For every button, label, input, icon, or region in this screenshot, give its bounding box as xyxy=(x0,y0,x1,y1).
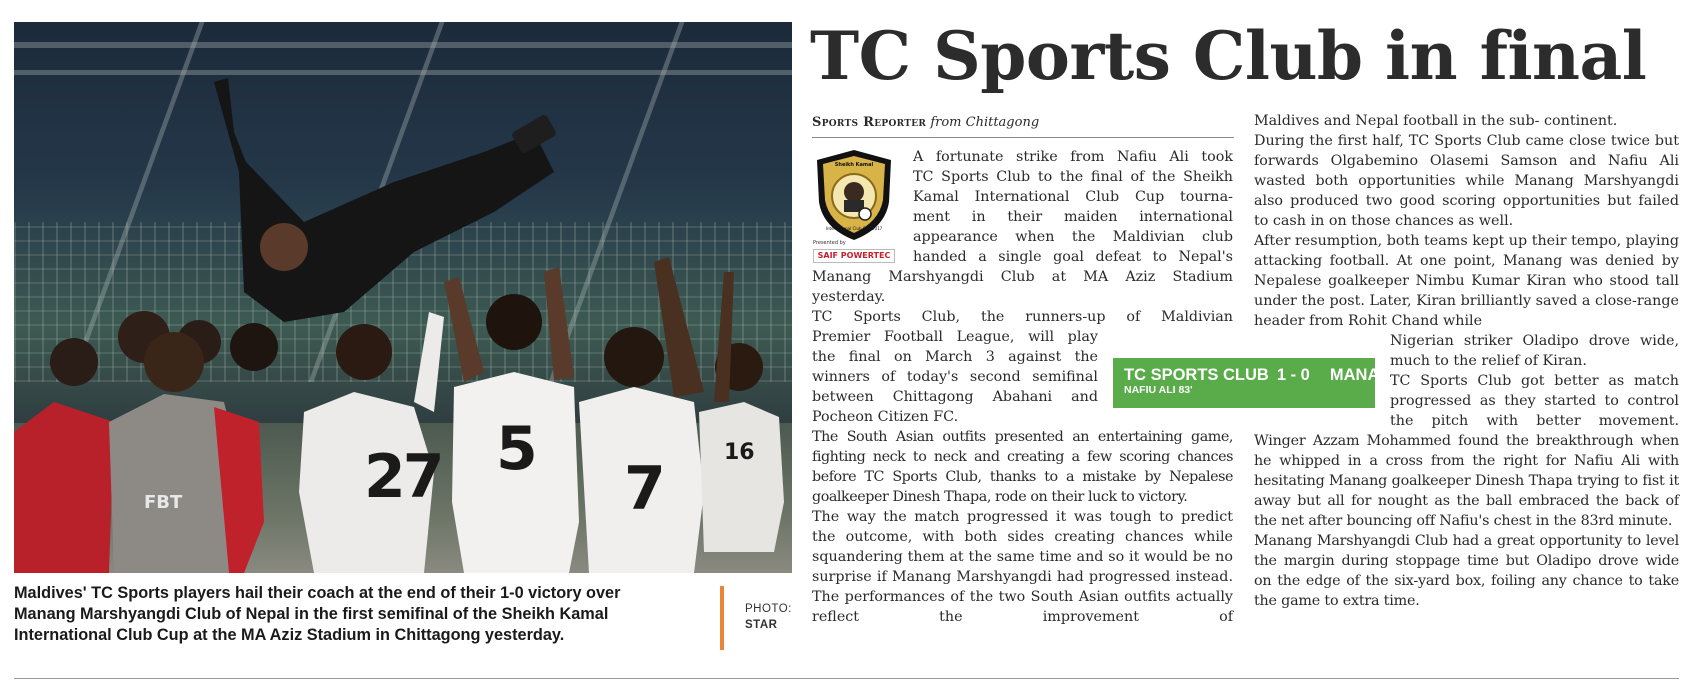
text-line: handed a single goal defeat to Nepal's xyxy=(913,249,1233,265)
photo-caption: Maldives' TC Sports players hail their coach at the end of their 1-0 victory over Manang Marshyangdi Club of Nepal in the first semifinal of the Sheikh Kamal International Club Cup at the MA Aziz Stadium in Chittagong yesterday. xyxy=(14,584,621,644)
text-line: between Chittagong Abahani and xyxy=(812,389,1098,405)
paragraph: Manang Marshyangdi Club had a great opportunity to level the margin during stoppage time but Oladipo drove wide on the edge of the six-yard box, foiling any chance to take the game to extra time. xyxy=(1254,533,1679,609)
logo-title: Sheikh Kamal xyxy=(834,162,874,168)
article-col2-bottom xyxy=(1254,431,1679,611)
article-col2-top xyxy=(1254,111,1679,331)
article-intro-wrap xyxy=(913,147,1233,267)
goal-scorer: NAFIU ALI 83' xyxy=(1124,384,1193,396)
vest-logo: FBT xyxy=(144,492,183,513)
away-team: MANANG xyxy=(1329,366,1405,384)
jersey-number: 16 xyxy=(724,440,755,465)
paragraph: The way the match progressed it was tough to predict the outcome, with both sides creating chances while squandering them at the same time and so it would be no surprise if Manang Marshyangdi had progressed instead. The performances of the two South Asian outfits actually reflect the improvement of xyxy=(812,509,1233,625)
paragraph: Maldives and Nepal football in the sub- continent. xyxy=(1254,113,1618,129)
paragraph: During the first half, TC Sports Club came close twice but forwards Olgabemino Olasemi Samson and Nafiu Ali wasted both opportunities while Manang Marshyangdi also produced two good scoring opportunities but failed to cash in on those chances as well. xyxy=(1254,133,1679,229)
text-line: Premier Football League, will play xyxy=(812,329,1098,345)
article-intro-cont xyxy=(812,267,1233,327)
text-line: TC Sports Club got better as match xyxy=(1390,373,1679,389)
text-line: Manang Marshyangdi Club at MA Aziz Stadium xyxy=(812,269,1233,285)
photo-credit-name: STAR xyxy=(745,619,778,631)
bottom-divider xyxy=(14,678,1679,679)
home-team: TC SPORTS CLUB xyxy=(1124,366,1269,384)
paragraph: Winger Azzam Mohammed found the breakthrough when he whipped in a cross from the right for Nafiu Ali with hesitating Manang goalkeeper Dinesh Thapa trying to fist it away but all for nought as the ball embraced the back of the net after bouncing off Nafiu's chest in the 83rd minute. xyxy=(1254,433,1679,529)
score-box xyxy=(1113,358,1405,408)
paragraph: After resumption, both teams kept up their tempo, playing attacking football. At one point, Manang was denied by Nepalese goalkeeper Nimbu Kumar Kiran who stood tall under the post. Later, Kiran brilliantly saved a close-range header from Rohit Chand while xyxy=(1254,233,1679,329)
score: 1 - 0 xyxy=(1276,366,1310,384)
text-line: appearance when the Maldivian club xyxy=(913,229,1233,245)
tournament-logo xyxy=(813,148,895,266)
article-col2-wrap xyxy=(1390,331,1679,431)
text-line: winners of today's second semifinal xyxy=(812,369,1098,385)
text-line: yesterday. xyxy=(812,289,886,305)
jersey-number: 7 xyxy=(624,454,666,524)
jersey-number: 27 xyxy=(364,442,442,512)
caption-divider xyxy=(720,586,724,650)
article-p2 xyxy=(812,327,1098,427)
text-line: Nigerian striker Oladipo drove wide, xyxy=(1390,333,1679,349)
news-photo xyxy=(14,22,792,573)
byline xyxy=(812,114,1234,138)
score-line xyxy=(1124,366,1405,384)
logo-presented-by: Presented by xyxy=(813,240,846,246)
article-p3 xyxy=(812,427,1233,507)
text-line: ment in their maiden international xyxy=(913,209,1233,225)
photo-credit xyxy=(745,601,792,633)
logo-ring-text: International Club Cup 2017 xyxy=(825,226,883,231)
text-line: the final on March 3 against the xyxy=(812,349,1098,365)
headline: TC Sports Club in final xyxy=(810,17,1647,95)
text-line: TC Sports Club, the runners-up of Maldivian xyxy=(812,309,1233,325)
text-line: Kamal International Club Cup tourna- xyxy=(913,189,1233,205)
jersey-number: 5 xyxy=(496,414,538,484)
byline-location: from Chittagong xyxy=(930,115,1040,130)
text-line: the pitch with better movement. xyxy=(1390,413,1679,429)
text-line: much to the relief of Kiran. xyxy=(1390,353,1587,369)
sponsor-logo: SAIF POWERTEC xyxy=(813,249,895,263)
byline-reporter: Sports Reporter xyxy=(812,115,927,130)
text-line: progressed as they started to control xyxy=(1390,393,1679,409)
article-p4 xyxy=(812,507,1233,627)
text-line: TC Sports Club to the final of the Sheikh xyxy=(913,169,1233,185)
photo-credit-label: PHOTO: xyxy=(745,603,792,615)
paragraph: The South Asian outfits presented an entertaining game, fighting neck to neck and creating a few scoring chances before TC Sports Club, thanks to a mistake by Nepalese goalkeeper Dinesh Thapa, rode on their luck to victory. xyxy=(812,429,1233,505)
text-line: A fortunate strike from Nafiu Ali took xyxy=(913,149,1233,165)
text-line: Pocheon Citizen FC. xyxy=(812,409,959,425)
